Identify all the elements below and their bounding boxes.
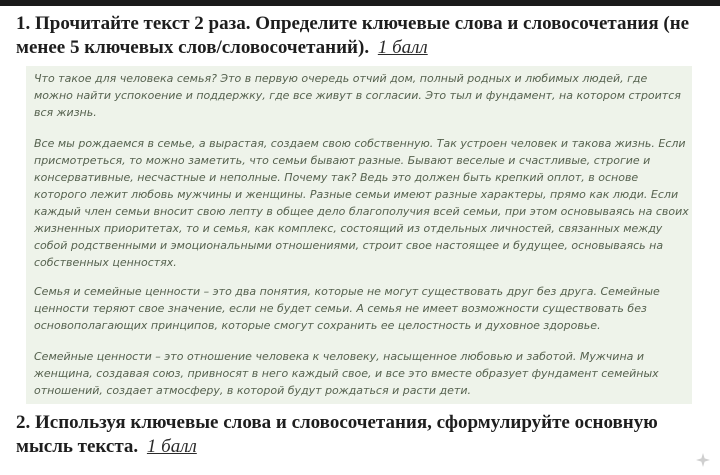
passage-paragraph-2: Все мы рождаемся в семье, а вырастая, создаем свою собственную. Так устроен человек и такова жизнь. Если присмотреться, то можно заметить, что семьи бывают разные. Бывают веселые и счастливые, строгие и консервативные, несчастные и неполные. Почему так? Ведь это должен быть крепкий оплот, в основе которого лежит любовь мужчины и женщины. Разные семьи имеют разные характеры, прямо как люди. Если каждый член семьи вносит свою лепту в общее дело благополучия всей семьи, при этом основываясь на своих жизненных приоритетах, то и семья, как комплекс, состоящий из отдельных личностей, связанных между собой родственными и эмоциональными отношениями, строит свое настоящее и будущее, основываясь на собственных ценностях. xyxy=(34,137,689,269)
passage-paragraph-4: Семейные ценности – это отношение человека к человеку, насыщенное любовью и заботой. Мужчина и женщина, создавая союз, привносят в него каждый свое, и все это вместе образует фундамент семейных отношений, создает атмосферу, в которой будут рождаться и расти дети. xyxy=(34,350,659,397)
sparkle-icon xyxy=(696,453,710,467)
task-2-text: 2. Используя ключевые слова и словосочетания, сформулируйте основную мысль текста. xyxy=(16,412,658,457)
task-2 xyxy=(16,411,706,459)
passage-paragraph-3: Семья и семейные ценности – это два понятия, которые не могут существовать друг без друга. Семейные ценности теряют свое значение, если не будет семьи. А семья не имеет возможности существовать без основополагающих принципов, которые смогут сохранить ее целостность и духовное здоровье. xyxy=(34,285,660,332)
task-1-points: 1 балл xyxy=(377,37,428,58)
passage-paragraph-1: Что такое для человека семья? Это в первую очередь отчий дом, полный родных и любимых людей, где можно найти успокоение и поддержку, где все живут в согласии. Это тыл и фундамент, на котором строится вся жизнь. xyxy=(34,72,681,119)
task-1-text: 1. Прочитайте текст 2 раза. Определите ключевые слова и словосочетания (не менее 5 ключевых слов/словосочетаний). xyxy=(16,13,690,58)
top-edge-strip xyxy=(0,0,720,6)
reading-passage xyxy=(26,66,692,404)
task-2-points: 1 балл xyxy=(146,436,197,457)
task-1 xyxy=(16,12,706,60)
